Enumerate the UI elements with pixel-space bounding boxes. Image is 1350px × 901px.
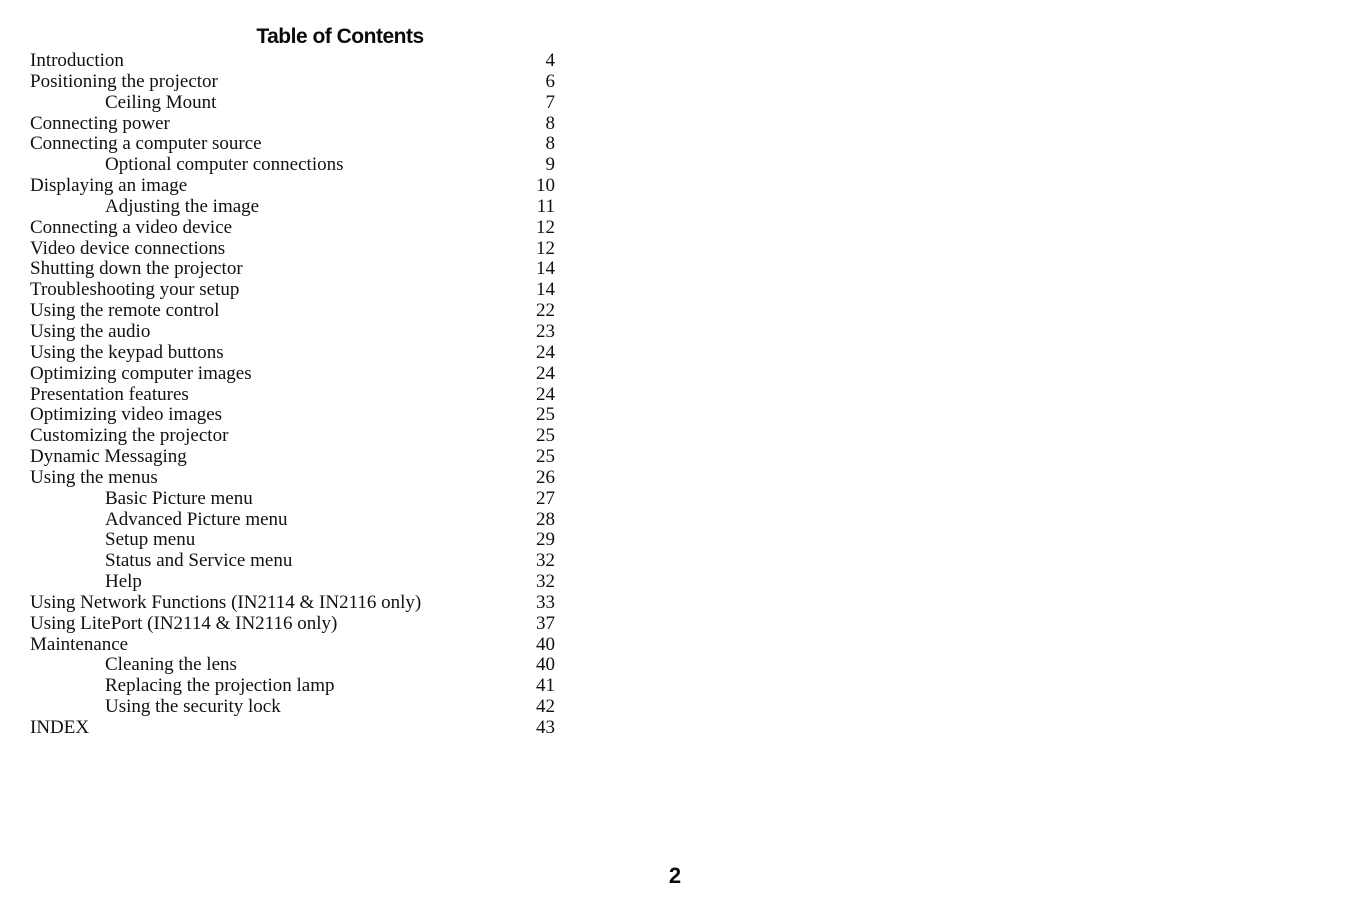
- toc-entry-label: Connecting power: [30, 113, 170, 134]
- toc-entry-label: Setup menu: [105, 530, 196, 551]
- toc-entry-page-number: 24: [536, 383, 555, 405]
- toc-entry-label: Presentation features: [30, 384, 189, 405]
- page-number: 2: [668, 863, 682, 888]
- toc-entry[interactable]: [30, 155, 555, 176]
- toc-entry-page-number: 28: [536, 508, 555, 530]
- toc-entry-label: Advanced Picture menu: [105, 509, 288, 530]
- toc-entry[interactable]: [30, 614, 555, 635]
- toc-entry[interactable]: [30, 280, 555, 301]
- toc-entry-label: Connecting a computer source: [30, 134, 262, 155]
- toc-entry-label: Status and Service menu: [105, 551, 293, 572]
- toc-entry-page-number: 25: [536, 425, 555, 447]
- toc-entry[interactable]: [30, 593, 555, 614]
- toc-entry-label: Optimizing computer images: [30, 363, 252, 384]
- toc-entry-page-number: 40: [536, 654, 555, 676]
- toc-entry-page-number: 27: [536, 487, 555, 509]
- toc-entry[interactable]: [30, 93, 555, 114]
- toc-entry-label: Using the security lock: [105, 697, 281, 718]
- toc-entry[interactable]: [30, 197, 555, 218]
- toc-entry[interactable]: [30, 72, 555, 93]
- toc-entry[interactable]: [30, 405, 555, 426]
- toc-entry-page-number: 33: [536, 591, 555, 613]
- toc-entry-label: Using Network Functions (IN2114 & IN2116 only): [30, 592, 422, 613]
- toc-entry-page-number: 8: [545, 133, 555, 155]
- toc-entry-label: Optimizing video images: [30, 405, 223, 426]
- page-title: Table of Contents: [256, 25, 424, 48]
- toc-entry-page-number: 24: [536, 362, 555, 384]
- toc-entry-page-number: 41: [536, 675, 555, 697]
- toc-entry-page-number: 32: [536, 571, 555, 593]
- toc-entry[interactable]: [30, 572, 555, 593]
- toc-entry[interactable]: [30, 218, 555, 239]
- toc-entry[interactable]: [30, 635, 555, 656]
- toc-entry-label: Ceiling Mount: [105, 92, 217, 113]
- toc-entry-label: Troubleshooting your setup: [30, 280, 240, 301]
- toc-entry[interactable]: [30, 364, 555, 385]
- toc-entry-page-number: 10: [536, 175, 555, 197]
- toc-entry-label: Connecting a video device: [30, 217, 233, 238]
- toc-entry[interactable]: [30, 655, 555, 676]
- toc-entry-page-number: 37: [536, 612, 555, 634]
- toc-entry-page-number: 9: [545, 154, 555, 176]
- toc-entry-page-number: 7: [545, 91, 555, 113]
- toc-entry-page-number: 40: [536, 633, 555, 655]
- toc-entry-page-number: 12: [536, 216, 555, 238]
- toc-entry[interactable]: [30, 718, 555, 739]
- toc-entry[interactable]: [30, 510, 555, 531]
- toc-entry[interactable]: [30, 51, 555, 72]
- toc-entry[interactable]: [30, 530, 555, 551]
- toc-entry[interactable]: [30, 301, 555, 322]
- toc-entry-page-number: 24: [536, 341, 555, 363]
- toc-entry-page-number: 29: [536, 529, 555, 551]
- toc-entry-label: Dynamic Messaging: [30, 447, 187, 468]
- toc-entry[interactable]: [30, 489, 555, 510]
- toc-entry-label: Adjusting the image: [105, 196, 260, 217]
- toc-entry[interactable]: [30, 551, 555, 572]
- toc-entry-page-number: 22: [536, 300, 555, 322]
- toc-list: [30, 51, 555, 739]
- toc-entry-page-number: 8: [545, 112, 555, 134]
- toc-entry[interactable]: [30, 468, 555, 489]
- toc-entry[interactable]: [30, 697, 555, 718]
- toc-entry-label: Using the remote control: [30, 301, 220, 322]
- toc-entry-page-number: 26: [536, 466, 555, 488]
- toc-entry-label: INDEX: [30, 718, 90, 738]
- toc-entry-page-number: 25: [536, 446, 555, 468]
- toc-entry-label: Using the menus: [30, 467, 158, 488]
- toc-entry-page-number: 43: [536, 717, 555, 738]
- toc-entry-label: Displaying an image: [30, 176, 188, 197]
- toc-entry[interactable]: [30, 134, 555, 155]
- toc-entry-label: Using the audio: [30, 321, 151, 342]
- toc-entry-page-number: 42: [536, 696, 555, 718]
- toc-entry-label: Basic Picture menu: [105, 488, 253, 509]
- toc-entry-label: Customizing the projector: [30, 426, 229, 447]
- toc-entry[interactable]: [30, 239, 555, 260]
- toc-entry-label: Optional computer connections: [105, 155, 344, 176]
- toc-entry-page-number: 11: [536, 195, 555, 217]
- toc-entry[interactable]: [30, 385, 555, 406]
- toc-entry-page-number: 12: [536, 237, 555, 259]
- toc-entry[interactable]: [30, 176, 555, 197]
- toc-entry[interactable]: [30, 259, 555, 280]
- toc-entry-label: Maintenance: [30, 634, 129, 655]
- toc-entry-page-number: 4: [545, 50, 555, 71]
- toc-entry[interactable]: [30, 447, 555, 468]
- toc-entry-page-number: 32: [536, 550, 555, 572]
- toc-entry-label: Introduction: [30, 51, 124, 71]
- toc-entry-page-number: 25: [536, 404, 555, 426]
- toc-entry-label: Video device connections: [30, 238, 226, 259]
- toc-entry[interactable]: [30, 322, 555, 343]
- toc-entry-page-number: 6: [545, 70, 555, 92]
- toc-entry-page-number: 14: [536, 258, 555, 280]
- toc-entry-page-number: 14: [536, 279, 555, 301]
- toc-entry[interactable]: [30, 343, 555, 364]
- toc-entry-label: Replacing the projection lamp: [105, 676, 335, 697]
- toc-entry-label: Cleaning the lens: [105, 655, 237, 676]
- toc-entry-label: Shutting down the projector: [30, 259, 243, 280]
- toc-entry-label: Using the keypad buttons: [30, 342, 224, 363]
- toc-entry-label: Positioning the projector: [30, 71, 218, 92]
- toc-entry-page-number: 23: [536, 320, 555, 342]
- toc-entry-label: Using LitePort (IN2114 & IN2116 only): [30, 613, 338, 634]
- toc-entry[interactable]: [30, 676, 555, 697]
- toc-entry[interactable]: [30, 426, 555, 447]
- toc-entry[interactable]: [30, 114, 555, 135]
- toc-entry-label: Help: [105, 572, 142, 593]
